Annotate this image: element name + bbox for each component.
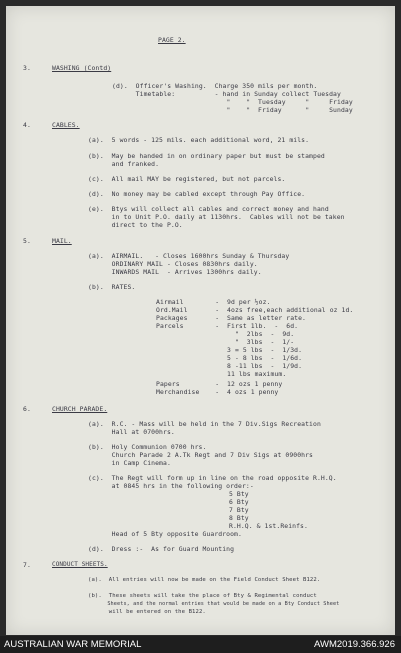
order-item: 7 Bty bbox=[229, 506, 249, 514]
paragraph-line: (d). No money may be cabled except through Pay Office. bbox=[88, 190, 306, 198]
section-title: WASHING (Contd) bbox=[52, 64, 112, 72]
rate-line: Parcels - First 1lb. - 6d. bbox=[156, 322, 299, 330]
page-header: PAGE 2. bbox=[158, 36, 186, 44]
document-page bbox=[6, 6, 395, 635]
section-number: 6. bbox=[23, 405, 31, 413]
footer-bar bbox=[0, 636, 401, 653]
paragraph-line: (b). These sheets will take the place of Bty & Regimental conduct bbox=[88, 593, 317, 599]
section-number: 3. bbox=[23, 64, 31, 72]
rate-line: Packages - Same as letter rate. bbox=[156, 314, 307, 322]
paragraph-line: Sheets, and the normal entries that would be made on a Bty Conduct Sheet bbox=[88, 601, 340, 607]
rate-line: Papers - 12 ozs 1 penny bbox=[156, 380, 283, 388]
paragraph-line: (b). May be handed in on ordinary paper but must be stamped bbox=[88, 152, 325, 160]
order-item: 5 Bty bbox=[229, 490, 249, 498]
section-title: CONDUCT SHEETS. bbox=[52, 561, 108, 568]
paragraph-line: at 0845 hrs in the following order:- bbox=[88, 482, 254, 490]
order-item: 6 Bty bbox=[229, 498, 249, 506]
rate-line: 5 - 8 lbs - 1/6d. bbox=[156, 354, 303, 362]
paragraph-line: (a). All entries will now be made on the Field Conduct Sheet B122. bbox=[88, 577, 321, 583]
paragraph-line: (e). Btys will collect all cables and correct money and hand bbox=[88, 205, 329, 213]
rate-line: Ord.Mail - 4ozs free,each additional oz 1d. bbox=[156, 306, 354, 314]
paragraph-line: in Camp Cinema. bbox=[88, 459, 171, 467]
section-number: 5. bbox=[23, 237, 31, 245]
rate-line: 3 = 5 lbs - 1/3d. bbox=[156, 346, 303, 354]
section-title: CABLES. bbox=[52, 121, 80, 129]
footer-accession-number: AWM2019.366.926 bbox=[314, 639, 395, 650]
paragraph-line: (c). All mail MAY be registered, but not parcels. bbox=[88, 175, 286, 183]
paragraph-line: will be entered on the B122. bbox=[88, 609, 206, 615]
section-number: 7. bbox=[23, 561, 31, 569]
paragraph-line: Church Parade 2 A.Tk Regt and 7 Div Sigs at 0900hrs bbox=[88, 451, 314, 459]
paragraph-line: (a). 5 words - 125 mils. each additional word, 21 mils. bbox=[88, 136, 310, 144]
section-title: MAIL. bbox=[52, 237, 72, 245]
paragraph-line: INWARDS MAIL - Arrives 1300hrs daily. bbox=[88, 268, 262, 276]
paragraph-line: in to Unit P.O. daily at 1130hrs. Cables will not be taken bbox=[88, 213, 345, 221]
rate-line: " 3lbs - 1/- bbox=[156, 338, 295, 346]
paragraph-line: " " Tuesday " Friday bbox=[112, 98, 353, 106]
paragraph-line: ORDINARY MAIL - Closes 0830hrs daily. bbox=[88, 260, 258, 268]
rate-line: 11 lbs maximum. bbox=[156, 370, 287, 378]
paragraph-line: (a). R.C. - Mass will be held in the 7 Div.Sigs Recreation bbox=[88, 420, 321, 428]
paragraph-line: (a). AIRMAIL. - Closes 1600hrs Sunday & Thursday bbox=[88, 252, 290, 260]
paragraph-line: Hall at 0700hrs. bbox=[88, 428, 175, 436]
section-number: 4. bbox=[23, 121, 31, 129]
paragraph-line: (d). Dress :- As for Guard Mounting bbox=[88, 545, 235, 553]
paragraph-line: Head of 5 Bty opposite Guardroom. bbox=[88, 530, 242, 538]
order-item: 8 Bty bbox=[229, 514, 249, 522]
paragraph-line: " " Friday " Sunday bbox=[112, 106, 353, 114]
paragraph-line: direct to the P.O. bbox=[88, 221, 183, 229]
paragraph-line: Timetable: - hand in Sunday collect Tuesday bbox=[112, 90, 341, 98]
rate-line: Airmail - 9d per ½oz. bbox=[156, 298, 271, 306]
footer-source: AUSTRALIAN WAR MEMORIAL bbox=[4, 639, 142, 650]
section-title: CHURCH PARADE. bbox=[52, 405, 108, 413]
order-item: R.H.Q. & 1st.Reinfs. bbox=[229, 522, 308, 530]
rates-label: (b). RATES. bbox=[88, 283, 136, 291]
paragraph-line: and franked. bbox=[88, 160, 160, 168]
rate-line: 8 -11 lbs - 1/9d. bbox=[156, 362, 303, 370]
rate-line: Merchandise - 4 ozs 1 penny bbox=[156, 388, 279, 396]
paragraph-line: (c). The Regt will form up in line on the road opposite R.H.Q. bbox=[88, 474, 337, 482]
paragraph-line: (b). Holy Communion 0700 hrs. bbox=[88, 443, 207, 451]
rate-line: " 2lbs - 9d. bbox=[156, 330, 295, 338]
paragraph-line: (d). Officer's Washing. Charge 350 mils per month. bbox=[112, 82, 318, 90]
